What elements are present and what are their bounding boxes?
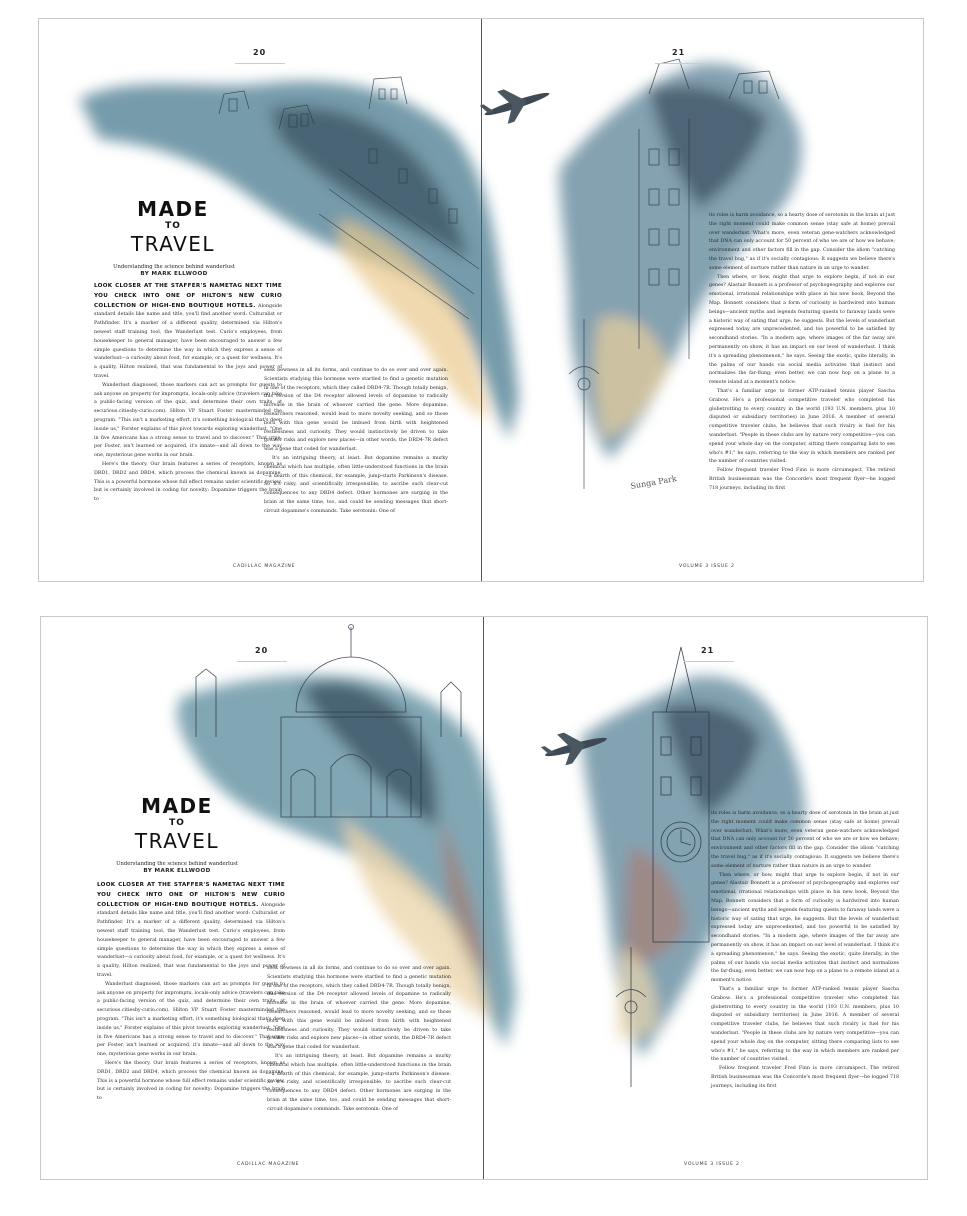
page-number-left: 20	[253, 48, 267, 57]
text-column-2: seek newness in all its forms, and continue to do so over and over again. Scientists studying this hormone were startled to find a genetic mutation in one of the receptors, which they called DRD4-7R. Though totally benign, this version of the D4 receptor allowed levels of dopamine to radically increase in the brain of whoever carried the gene. More dopamine, researchers reasoned, would lead to more novelty seeking, and so those born with this gene would be imbued from birth with heightened restlessness and curiosity. They would instinctively be driven to take greater risks and explore new places—in other words, the DRD4-7R defect was a gene that coded for wanderlust. It's an intriguing theory, at least. But dopamine remains a murky chemical which has multiple, often little-understood functions in the brain—a dearth of this chemical, for example, jump-starts Parkinson's disease. So it's risky, and scientifically irresponsible, to ascribe such clear-cut consequences to any DRD4 defect. Other hormones are surging in the brain at the same time, too, and could be sending messages that short-circuit dopamine's commands. Take serotonin: One of	[267, 966, 451, 1112]
page-number-rule	[235, 63, 285, 64]
magazine-spread-landmarks	[40, 616, 928, 1180]
page-number-rule	[684, 661, 734, 662]
footer-publication: CADILLAC MAGAZINE	[237, 1162, 300, 1167]
article-deck: Understanding the science behind wanderlust	[116, 861, 238, 867]
article-deck: Understanding the science behind wanderlust	[113, 264, 235, 270]
footer-issue: VOLUME 3 ISSUE 2	[679, 564, 735, 569]
lead-caps: LOOK CLOSER AT THE STAFFER'S NAMETAG NEXT TIME YOU CHECK INTO ONE OF HILTON'S NEW CURIO COLLECTION OF HIGH-END BOUTIQUE HOTELS.	[97, 882, 285, 908]
page-gutter	[481, 19, 482, 581]
artist-signature: Sunga Park	[629, 473, 678, 491]
page-number-right: 21	[701, 646, 715, 655]
footer-issue: VOLUME 3 ISSUE 2	[684, 1162, 740, 1167]
airplane-sketch	[477, 76, 554, 130]
page-number-rule	[655, 63, 705, 64]
text-column-2: seek newness in all its forms, and continue to do so over and over again. Scientists studying this hormone were startled to find a genetic mutation in one of the receptors, which they called DRD4-7R. Though totally benign, this version of the D4 receptor allowed levels of dopamine to radically increase in the brain of whoever carried the gene. More dopamine, researchers reasoned, would lead to more novelty seeking, and so those born with this gene would be imbued from birth with heightened restlessness and curiosity. They would instinctively be driven to take greater risks and explore new places—in other words, the DRD4-7R defect was a gene that coded for wanderlust. It's an intriguing theory, at least. But dopamine remains a murky chemical which has multiple, often little-understood functions in the brain—a dearth of this chemical, for example, jump-starts Parkinson's disease. So it's risky, and scientifically irresponsible, to ascribe such clear-cut consequences to any DRD4 defect. Other hormones are surging in the brain at the same time, too, and could be sending messages that short-circuit dopamine's commands. Take serotonin: One of	[264, 368, 448, 514]
text-column-3: its roles is harm avoidance, so a hearty dose of serotonin in the brain at just the right moment could make common sense (stay safe at home) prevail over wanderlust. What's more, even veteran gene-watchers acknowledged that DNA can only account for 50 percent of who we are or how we behave; environment and other factors fill in the gap. Consider the idiom "catching the travel bug," as if it's socially contagious: It suggests we believe there's some element of nurture rather than nature in an urge to wander. Then where, or how, might that urge to explore begin, if not in our genes? Alastair Bonnett is a professor of psychogeography and explores our emotional, irrational relationships with place in his new book, Beyond the Map. Bonnett considers that a form of curiosity is hardwired into human beings—ancient myths and legends featuring quests to faraway lands were a historic way of sating that urge, he suggests. But the levels of wanderlust expressed today are unprecedented, and too powerful to be satisfied by secondhand stories. "In a modern age, where images of the far away are permanently on show, it has an impact on our level of wanderlust. I think it's a spreading phenomenon," he says. Seeing the exotic, quite literally, in the palms of our hands via social media activates that instinct and normalizes the far-flung; even better, we can now hop on a plane to a remote island at a moment's notice. That's a familiar urge to former ATP-ranked tennis player Sascha Grabow. He's a professional competitive traveler who completed his globetrotting to every country in the world (193 U.N. members, plus 10 disputed or subsidiary territories) in June 2016. A member of several competitive traveler clubs, he believes that such rivalry is fuel for his wanderlust. "People in these clubs are by nature very competitive—you can spend your whole day on the computer, sitting there comparing lists to see who's #1," he says, referring to the way in which members are ranked per the number of countries visited. Fellow frequent traveler Fred Finn is more circumspect. The retired British businessman was the Concorde's most frequent flyer—he logged 718 journeys, including its first	[709, 213, 895, 491]
footer-publication: CADILLAC MAGAZINE	[233, 564, 296, 569]
article-byline: BY MARK ELLWOOD	[143, 868, 211, 874]
text-column-3: its roles is harm avoidance, so a hearty dose of serotonin in the brain at just the right moment could make common sense (stay safe at home) prevail over wanderlust. What's more, even veteran gene-watchers acknowledged that DNA can only account for 50 percent of who we are or how we behave; environment and other factors fill in the gap. Consider the idiom "catching the travel bug," as if it's socially contagious: It suggests we believe there's some element of nurture rather than nature in an urge to wander. Then where, or how, might that urge to explore begin, if not in our genes? Alastair Bonnett is a professor of psychogeography and explores our emotional, irrational relationships with place in his new book, Beyond the Map. Bonnett considers that a form of curiosity is hardwired into human beings—ancient myths and legends featuring quests to faraway lands were a historic way of sating that urge, he suggests. But the levels of wanderlust expressed today are unprecedented, and too powerful to be satisfied by secondhand stories. "In a modern age, where images of the far away are permanently on show, it has an impact on our level of wanderlust. I think it's a spreading phenomenon," he says. Seeing the exotic, quite literally, in the palms of our hands via social media activates that instinct and normalizes the far-flung; even better, we can now hop on a plane to a remote island at a moment's notice. That's a familiar urge to former ATP-ranked tennis player Sascha Grabow. He's a professional competitive traveler who completed his globetrotting to every country in the world (193 U.N. members, plus 10 disputed or subsidiary territories) in June 2016. A member of several competitive traveler clubs, he believes that such rivalry is fuel for his wanderlust. "People in these clubs are by nature very competitive—you can spend your whole day on the computer, sitting there comparing lists to see who's #1," he says, referring to the way in which members are ranked per the number of countries visited. Fellow frequent traveler Fred Finn is more circumspect. The retired British businessman was the Concorde's most frequent flyer—he logged 718 journeys, including its first	[711, 811, 899, 1089]
magazine-spread-paris	[38, 18, 924, 582]
article-title: MADE TO TRAVEL	[130, 197, 216, 256]
article-byline: BY MARK ELLWOOD	[140, 271, 208, 277]
page-number-left: 20	[255, 646, 269, 655]
article-title: MADE TO TRAVEL	[134, 794, 220, 853]
text-column-1: LOOK CLOSER AT THE STAFFER'S NAMETAG NEXT TIME YOU CHECK INTO ONE OF HILTON'S NEW CURIO COLLECTION OF HIGH-END BOUTIQUE HOTELS. Alongside standard details like name and title, you'll find another word: Culturalist or Pathfinder. It's a marker of a different quality, determined via Hilton's newest staff training tool, the Wanderlust test. Curio's employees, from housekeeper to general manager, have been encouraged to answer a few simple questions to determine the way in which they express a sense of wanderlust—a curiosity about food, for example, or a quest for wellness. It's a quality, Hilton realized, that was fundamental to the joys and power of travel. Wanderlust diagnosed, those markers can act as prompts for guests to ask anyone on property for impromptu, locals-only advice (travelers can take a public-facing version of the quiz, and determine their own traits, at securious.citiesby-curio.com). Hilton VP Stuart Foster masterminded the program. "This isn't a marketing effort, it's something biological that's deep inside us," Forster explains of this pivot towards exploring wanderlust. "One in five Americans has a strong sense to travel and to discover." That urge, per Foster, isn't learned or acquired, it's innate—and all down to the way one, mysterious gene works in our brain. Here's the theory. Our brain features a series of receptors, known as DRD1, DRD2 and DRD4, which process the chemical known as dopamine. This is a powerful hormone whose full effect remains under scientific review, but is certainly involved in coding for novelty: Dopamine triggers the brain to	[97, 882, 285, 1102]
page-gutter	[483, 617, 484, 1179]
page-number-right: 21	[672, 48, 686, 57]
page-number-rule	[237, 661, 287, 662]
text-column-1: LOOK CLOSER AT THE STAFFER'S NAMETAG NEXT TIME YOU CHECK INTO ONE OF HILTON'S NEW CURIO COLLECTION OF HIGH-END BOUTIQUE HOTELS. Alongside standard details like name and title, you'll find another word: Culturalist or Pathfinder. It's a marker of a different quality, determined via Hilton's newest staff training tool, the Wanderlust test. Curio's employees, from housekeeper to general manager, have been encouraged to answer a few simple questions to determine the way in which they express a sense of wanderlust—a curiosity about food, for example, or a quest for wellness. It's a quality, Hilton realized, that was fundamental to the joys and power of travel. Wanderlust diagnosed, those markers can act as prompts for guests to ask anyone on property for impromptu, locals-only advice (travelers can take a public-facing version of the quiz, and determine their own traits, at securious.citiesby-curio.com). Hilton VP Stuart Foster masterminded the program. "This isn't a marketing effort, it's something biological that's deep inside us," Forster explains of this pivot towards exploring wanderlust. "One in five Americans has a strong sense to travel and to discover." That urge, per Foster, isn't learned or acquired, it's innate—and all down to the way one, mysterious gene works in our brain. Here's the theory. Our brain features a series of receptors, known as DRD1, DRD2 and DRD4, which process the chemical known as dopamine. This is a powerful hormone whose full effect remains under scientific review, but is certainly involved in coding for novelty: Dopamine triggers the brain to	[94, 283, 282, 503]
lead-caps: LOOK CLOSER AT THE STAFFER'S NAMETAG NEXT TIME YOU CHECK INTO ONE OF HILTON'S NEW CURIO COLLECTION OF HIGH-END BOUTIQUE HOTELS.	[94, 283, 282, 309]
